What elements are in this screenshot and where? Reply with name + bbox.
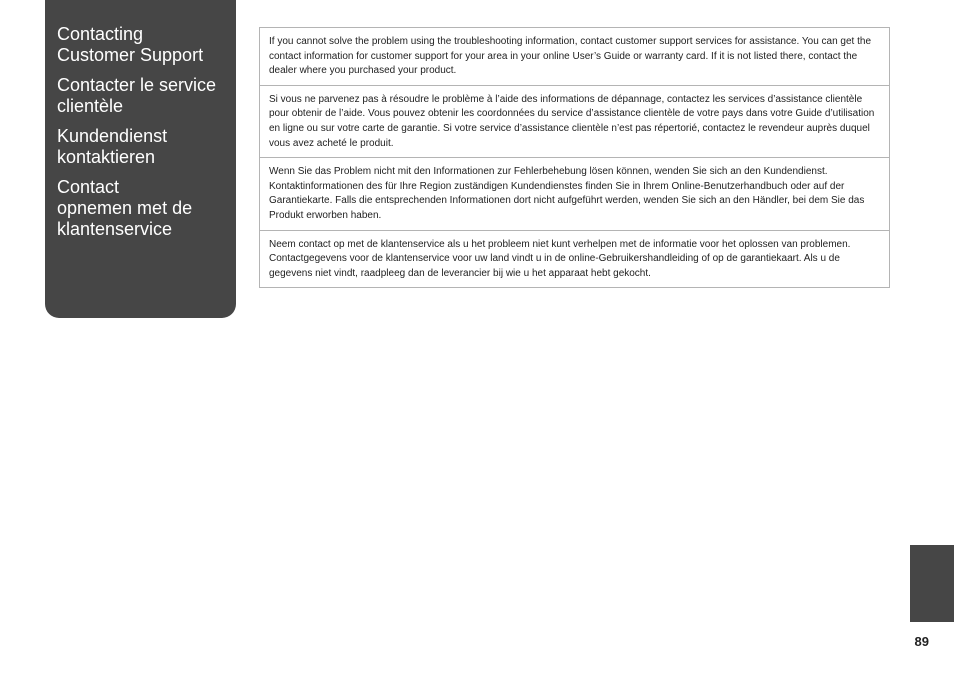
- page-number: 89: [914, 634, 929, 649]
- section-title-french: Contacter le service clientèle: [57, 75, 217, 116]
- support-info-table: [259, 27, 890, 288]
- section-title-german: Kundendienst kontaktieren: [57, 126, 168, 167]
- support-paragraph-dutch: Neem contact op met de klantenservice als u het probleem niet kunt verhelpen met de informatie voor het oplossen van problemen. Contactgegevens voor de klantenservice voor uw land vindt u in de online-Gebruikershandleiding of op de garantiekaart. Als u de gegevens niet vindt, raadpleeg dan de leverancier bij wie u het apparaat hebt gekocht.: [260, 230, 889, 288]
- section-title-dutch: Contact opnemen met de klantenservice: [57, 177, 193, 239]
- support-paragraph-german: Wenn Sie das Problem nicht mit den Informationen zur Fehlerbehebung lösen können, wenden Sie sich an den Kundendienst. Kontaktinformationen des für Ihre Region zuständigen Kundendienstes finden Sie in Ihrem Online-Benutzerhandbuch oder auf der Garantiekarte. Falls die entsprechenden Informationen dort nicht aufgeführt werden, wenden Sie sich an den Händler, bei dem Sie das Produkt erworben haben.: [260, 157, 889, 229]
- section-thumb-tab: [910, 545, 954, 622]
- support-paragraph-english: If you cannot solve the problem using the troubleshooting information, contact customer support services for assistance. You can get the contact information for customer support for your area in your online User’s Guide or warranty card. If it is not listed there, contact the dealer where you purchased your product.: [269, 36, 872, 77]
- support-paragraph-french: Si vous ne parvenez pas à résoudre le problème à l’aide des informations de dépannage, contactez les services d’assistance clientèle pour obtenir de l’aide. Vous pouvez obtenir les coordonnées du service d’assistance clientèle de votre pays dans votre Guide d’utilisation en ligne ou sur votre carte de garantie. Si votre service d’assistance clientèle n’est pas répertorié, contactez le revendeur auprès duquel vous avez acheté le produit.: [260, 85, 889, 157]
- section-title-panel: [45, 0, 236, 318]
- section-title-english: Contacting Customer Support: [57, 24, 204, 65]
